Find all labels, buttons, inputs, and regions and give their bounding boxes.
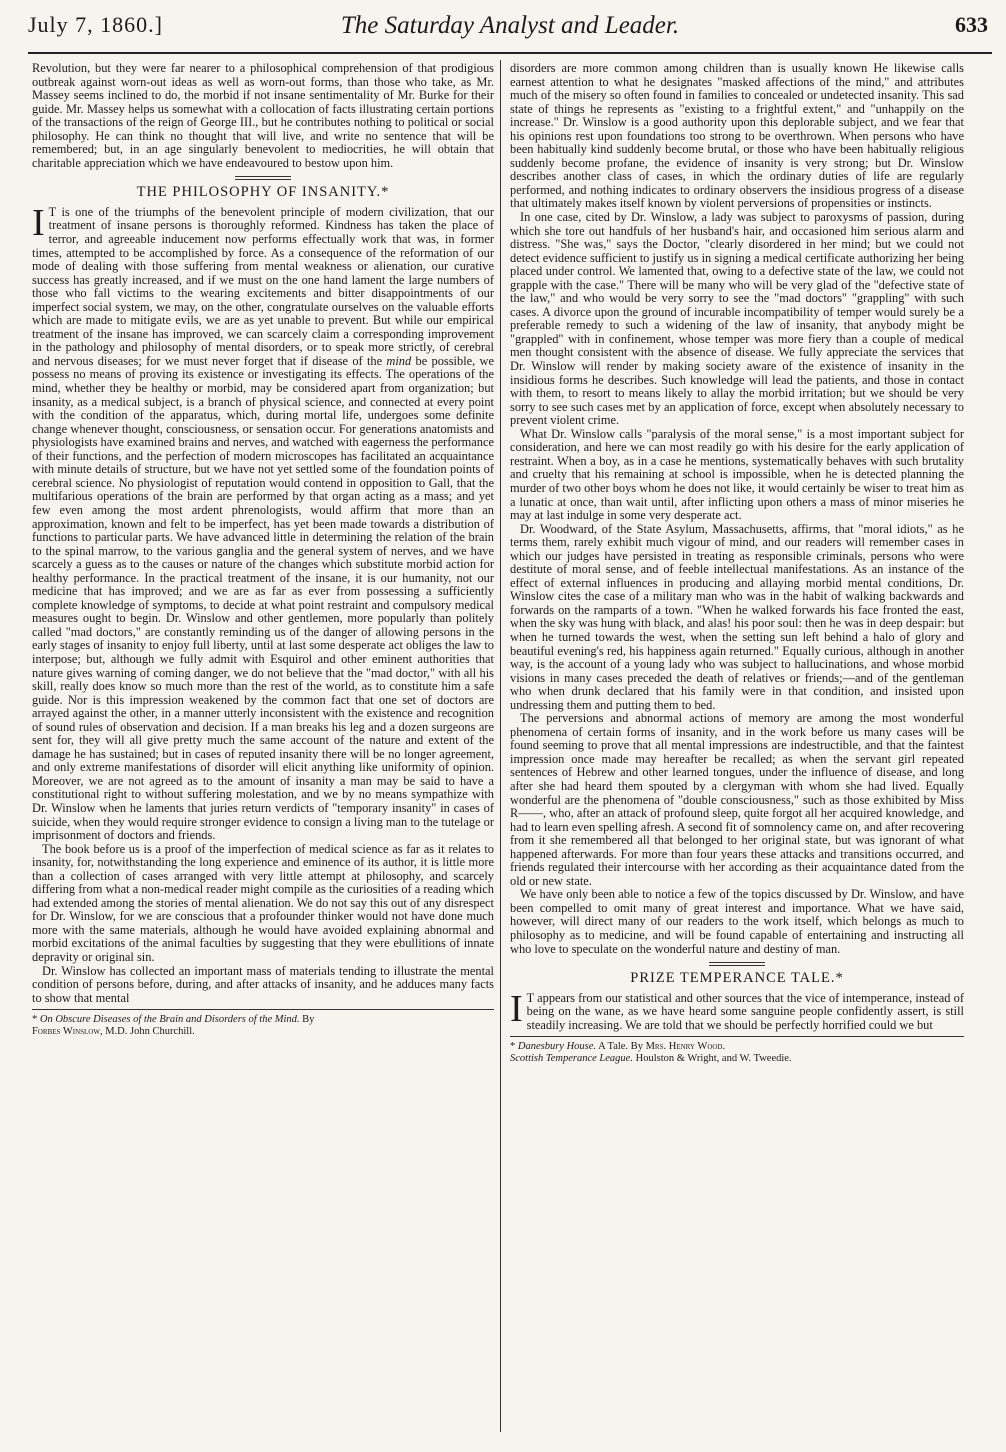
insanity-p1-emphasis: mind <box>386 353 412 368</box>
page-header <box>28 12 992 52</box>
header-title: The Saturday Analyst and Leader. <box>340 12 680 39</box>
drop-cap: I <box>32 201 45 244</box>
header-date: July 7, 1860.] <box>28 12 163 37</box>
header-page-number: 633 <box>955 12 988 37</box>
right-column <box>510 62 964 1065</box>
drop-cap: I <box>510 987 523 1030</box>
footnote-insanity <box>32 1009 494 1038</box>
insanity-paragraph-2: The book before us is a proof of the imperfection of medical science as far as it relates to insanity, for, notwithstanding the long experience and eminence of its author, it is little more than a collection of cases arranged with very little attempt at philosophy, and scarcely differing from what a non-medical reader might compile as the curiosities of a reading which had extended among the stories of mental alienation. We do not say this out of any disrespect for Dr. Winslow, for we are conscious that a profounder thinker would not have done much more with the same materials, although he would have avoided explaining abnormal and morbid excitations of the animal faculties by suggesting that they were ebullitions of innate depravity or original sin. <box>32 841 494 964</box>
footnote-title: Danesbury House. <box>517 1041 597 1053</box>
section-separator <box>235 176 291 180</box>
footnote-marker: * <box>32 1014 40 1026</box>
insanity-paragraph-9: We have only been able to notice a few of the topics discussed by Dr. Winslow, and have been compelled to omit many of great interest and importance. What we have said, however, will direct many of our readers to the work itself, which belongs as much to philosophy as to medicine, and will be found capable of entertaining and instructing all who love to speculate on the wonderful nature and destiny of man. <box>510 887 964 956</box>
footnote-publisher: John Churchill. <box>127 1026 195 1038</box>
footnote-by: By <box>299 1014 315 1026</box>
intro-paragraph: Revolution, but they were far nearer to a philosophical comprehension of that prodigious outbreak against worn-out ideas as well as worn-out forms, than those who take, as Mr. Massey seems inclined to do, the morbid if not insane sentimentality of Mr. Burke for their guide. Mr. Massey helps us somewhat with a collocation of facts illustrating certain portions of the transactions of the reign of George III., but he contributes nothing to political or social philosophy. He can think no thought that will live, and write no sentence that will be remembered; but, in an age singularly benevolent to mediocrities, he will obtain that charitable appreciation which we have endeavoured to bestow upon him. <box>32 61 494 170</box>
insanity-p1-text: T is one of the triumphs of the benevolent principle of modern civilization, that our treatment of insane persons is thoroughly reformed. Kindness has taken the place of terror, and agreeable inducement now performs effectually work that was, in former times, attempted to be accomplished by force. As a consequence of the reformation of our mode of dealing with those suffering from mental weakness or alienation, our curative success has greatly increased, and if we must on the one hand lament the large numbers of those who fall victims to the wearing excitements and bitter disappointments of our imperfect social system, we may, on the other, congratulate ourselves on the valuable efforts which are made to mitigate evils, we are as yet unable to prevent. But while our empirical treatment of the insane has improved, we can scarcely claim a corresponding improvement in the pathology and philosophy of mental disorders, or to speak more strictly, of cerebral and nervous diseases; for we must never forget that if disease of the <box>32 204 494 368</box>
header-rule <box>28 52 992 54</box>
insanity-paragraph-6: What Dr. Winslow calls "paralysis of the moral sense," is a most important subject for consideration, and here we can most readily go with his desire for the early application of restraint. When a boy, as in a case he mentions, systematically behaves with such brutality and cruelty that his remaining at school is impossible, when he is detected planning the murder of two other boys whom he does not like, it would certainly be wiser to treat him as a lunatic at once, than wait until, after inflicting upon others a mass of minor miseries he may at last indulge in some very desperate act. <box>510 426 964 523</box>
left-column <box>32 62 494 1038</box>
section-separator <box>709 962 765 966</box>
insanity-paragraph-5: In one case, cited by Dr. Winslow, a lady was subject to paroxysms of passion, during which she tore out handfuls of her husband's hair, and occasioned him serious alarm and distress. "She was," says the Doctor, "clearly disordered in her mind; but we could not detect evidence sufficient to justify us in signing a medical certificate authorizing her being placed under control. We lamented that, owing to a defective state of the law, we could not grapple with the case." There will be many who will be very glad of the "defective state of the law," and who would be very sorry to see the "mad doctors" "grappling" with such cases. A divorce upon the ground of incurable incompatibility of temper would surely be a preferable remedy to such a widening of the law of insanity, that anybody might be "grappled" with in confinement, whose temper was more fiery than a couple of medical men thought consistent with the absence of disease. We fully appreciate the services that Dr. Winslow will render by making society aware of the existence of insanity in the insidious forms he describes. Such knowledge will lead the patients, and those in contact with them, to resort to means likely to allay the morbid irritation; but we should be very sorry to see such cases met by an application of force, except when absolutely necessary to prevent violent crime. <box>510 210 964 428</box>
temperance-p1-text: T appears from our statistical and other sources that the vice of intemperance, instead of being on the wane, as we have heard some sanguine people confidently assert, is still steadily increasing. We are told that we should be perfectly horrified could we but <box>526 990 964 1032</box>
insanity-p1-rest: be possible, we possess no means of proving its existence or investigating its effects. The operations of the mind, whether they be healthy or morbid, may be considered apart from organization; but insanity, as a medical subject, is a branch of physical science, and connected at every point with the condition of the apparatus, which, during mortal life, undergoes some definite change whenever thought, consciousness, or sensation occur. For generations anatomists and physiologists have examined brains and nerves, and watched with eagerness the performance of their functions, and the perfection of modern microscopes has facilitated an acquaintance with minute details of structure, but we have not yet settled some of the foundation points of cerebral science. No physiologist of reputation would contend in opposition to Gall, that the multifarious operations of the brain are performed by that organ acting as a mass; and yet few even among the most ardent phrenologists, would affirm that more than an approximation, known and felt to be imperfect, has yet been made towards a distribution of functions to particular parts. We have advanced little in determining the relation of the brain to the spinal marrow, to the various ganglia and the general system of nerves, and we have scarcely a guess as to the causes or nature of the changes which substitute morbid action for healthy performance. In the practical treatment of the insane, it is our humanity, not our medicine that has improved; and we are as far as ever from possessing a sufficiently complete knowledge of symptoms, to decide at what point restraint and compulsory medical measures ought to begin. Dr. Winslow and other gentlemen, more popularly than politely called "mad doctors," are constantly reminding us of the danger of allowing persons in the early stages of insanity to enjoy full liberty, until at last some desperate act obliges the law to interpose; but, although we fully admit with Esquirol and other eminent authorities that nature gives warning of coming danger, we do not believe that the "mad doctor," with all his skill, really does know so much more than the rest of the world, as to constitute him a safe guide. Nor is this impression weakened by the common fact that one set of doctors are arrayed against the other, in a manner utterly inconsistent with the existence and recognition of sound rules of observation and decision. If a man breaks his leg and a dozen surgeons are sent for, they will all give pretty much the same account of the nature and extent of the damage he has sustained; but in cases of reputed insanity there will be no longer agreement, and only extreme manifestations of disorder will elicit anything like uniformity of opinion. Moreover, we are not agreed as to the amount of insanity a man may be said to have a constitutional right to without suffering molestation, and we by no means sympathize with Dr. Winslow when he laments that juries return verdicts of "temporary insanity" in cases of suicide, when they would require stronger evidence to consign a living man to the tutelage or imprisonment of doctors and friends. <box>32 353 494 843</box>
insanity-paragraph-4: disorders are more common among children than is usually known He likewise calls earnest attention to what he designates "masked affections of the mind," and attributes much of the misery so often found in families to concealed or undetected insanity. This sad state of things he represents as "existing to a frightful extent," and "unhappily on the increase." Dr. Winslow is a good authority upon this deplorable subject, and we fear that his opinions rest upon foundations too strong to be overthrown. When persons who have been habitually kind suddenly become brutal, or those who have been habitually religious suddenly become profane, the evidence of insanity is very strong; but Dr. Winslow describes another class of cases, in which the ordinary duties of life are regularly performed, and nothing indicates to ordinary observers the insidious progress of a disease that ultimately makes itself known by violent perversions of propensities or instincts. <box>510 61 964 211</box>
footnote-publisher: Houlston & Wright, and W. Tweedie. <box>632 1053 792 1065</box>
footnote-line2: Scottish Temperance League. <box>510 1053 633 1065</box>
column-divider <box>500 60 501 1432</box>
footnote-author: Mrs. Henry Wood. <box>645 1041 726 1053</box>
footnote-title: On Obscure Diseases of the Brain and Disorders of the Mind. <box>39 1014 300 1026</box>
article-heading-temperance: PRIZE TEMPERANCE TALE.* <box>630 970 844 987</box>
insanity-paragraph-1 <box>32 201 494 843</box>
footnote-mid: A Tale. By <box>596 1041 646 1053</box>
footnote-temperance <box>510 1036 964 1065</box>
temperance-paragraph-1 <box>510 987 964 1033</box>
insanity-paragraph-8: The perversions and abnormal actions of memory are among the most wonderful phenomena of certain forms of insanity, and in the work before us many cases will be found seeming to prove that all mental impressions are indestructible, and that the faintest impression once made may hereafter be recalled; as when the servant girl repeated sentences of Hebrew and other learned tongues, under the influence of disease, and long after she had heard them spouted by a clergyman with whom she had lived. Equally wonderful are the phenomena of "double consciousness," such as those exhibited by Miss R——, who, after an attack of profound sleep, quite forgot all her acquired knowledge, and had to learn even spelling afresh. A second fit of somnolency came on, and after recovering from it she remembered all that belonged to her original state, but was ignorant of what happened afterwards. For more than four years these attacks and transitions occurred, and friends regulated their intercourse with her according as their acquaintance dated from the old or new state. <box>510 711 964 888</box>
insanity-paragraph-3: Dr. Winslow has collected an important mass of materials tending to illustrate the mental condition of persons before, during, and after attacks of insanity, and he adduces many facts to show that mental <box>32 963 494 1005</box>
insanity-paragraph-7: Dr. Woodward, of the State Asylum, Massachusetts, affirms, that "moral idiots," as he terms them, rarely exhibit much vigour of mind, and our readers will remember cases in which our judges have persisted in treating as responsible criminals, persons who were destitute of moral sense, and of feeble intellectual manifestations. As an instance of the effect of external influences in producing and allaying morbid mental conditions, Dr. Winslow cites the case of a military man who was in the habit of walking backwards and forwards on the ramparts of a town. "When he walked forwards his face fronted the east, when the sky was hung with black, and alas! his poor soul: then he was in deep despair: but when he turned towards the west, when the setting sun left behind a halo of glory and beautiful evening's red, his happiness again returned." Equally curious, although in another way, is the account of a young lady who was subject to hallucinations, and whose morbid visions in many cases preceded the death of relatives or friends;—and of the gentleman who when drunk declared that his family were in that condition, and insisted upon undressing them and putting them to bed. <box>510 521 964 712</box>
article-heading-insanity: THE PHILOSOPHY OF INSANITY.* <box>136 184 390 201</box>
footnote-marker: * <box>510 1041 518 1053</box>
footnote-author: Forbes Winslow, M.D. <box>32 1026 128 1038</box>
